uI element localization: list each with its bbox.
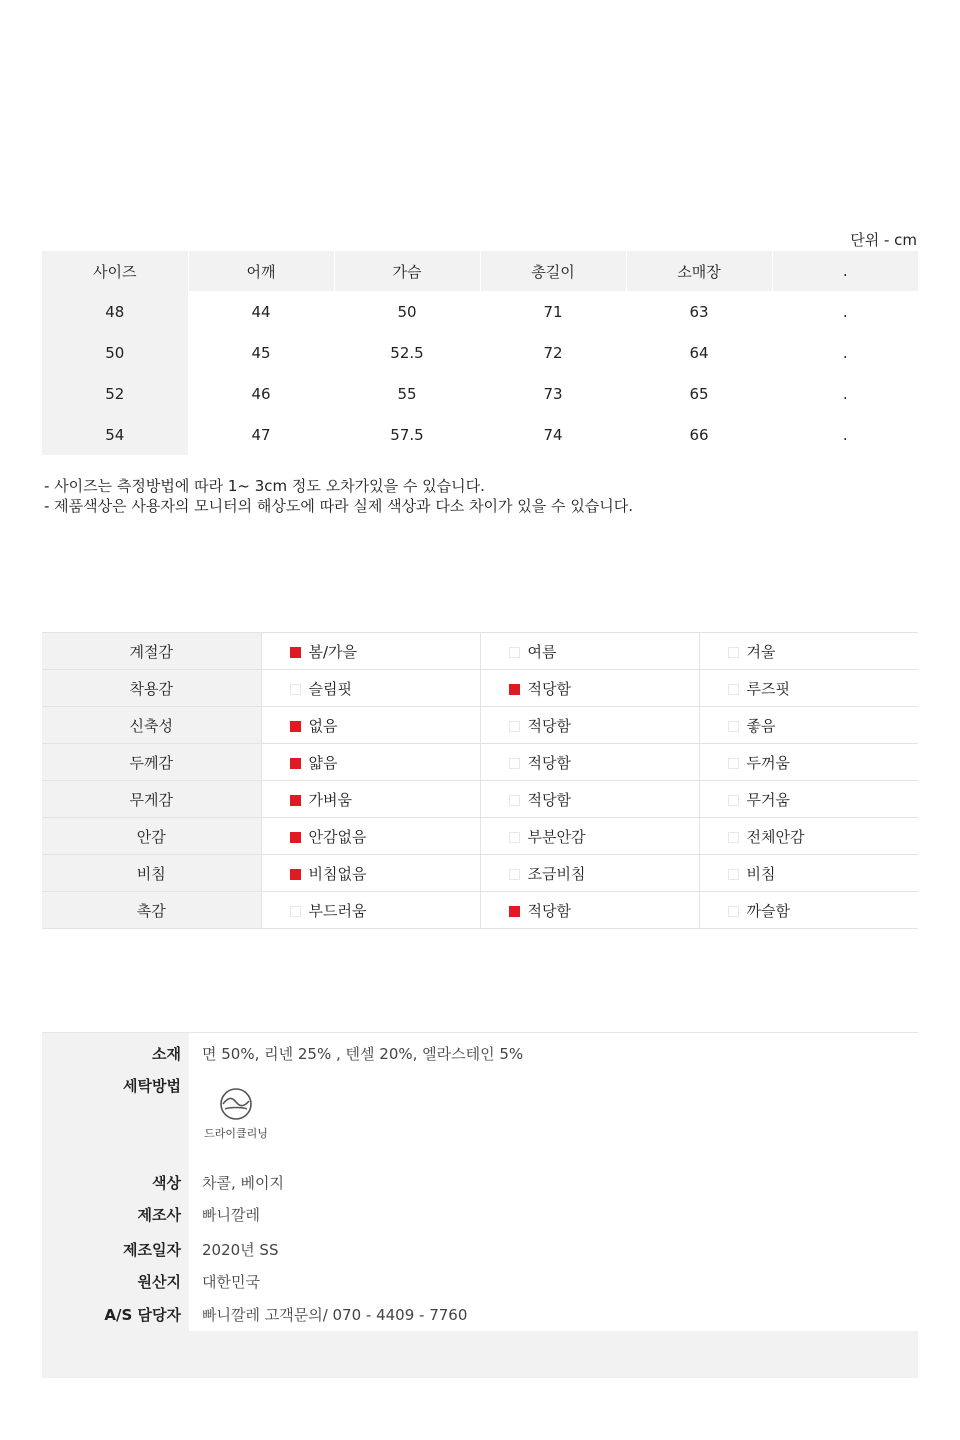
attribute-label: 촉감 <box>42 892 261 929</box>
attribute-option-label: 무거움 <box>746 790 790 809</box>
attribute-option-label: 없음 <box>308 716 338 735</box>
date-row <box>42 1239 918 1263</box>
extra-header: . <box>772 251 918 291</box>
info-footer-bar <box>42 1331 918 1378</box>
attribute-option <box>699 892 918 929</box>
table-cell: . <box>772 414 918 455</box>
table-cell: 50 <box>42 332 188 373</box>
attribute-option <box>261 892 480 929</box>
attribute-row <box>42 781 918 818</box>
table-cell: 65 <box>626 373 772 414</box>
attribute-option <box>480 855 699 892</box>
date-label: 제조일자 <box>123 1241 181 1259</box>
table-cell: 73 <box>480 373 626 414</box>
attribute-option-label: 조금비침 <box>527 864 586 883</box>
attribute-option-label: 여름 <box>527 642 557 661</box>
attribute-option <box>261 781 480 818</box>
material-value: 면 50%, 리넨 25% , 텐셀 20%, 엘라스테인 5% <box>202 1045 524 1063</box>
note-line: - 사이즈는 측정방법에 따라 1~ 3cm 정도 오차가있을 수 있습니다. <box>44 477 485 495</box>
unchecked-box-icon <box>728 869 739 880</box>
attribute-option <box>480 781 699 818</box>
attribute-label: 신축성 <box>42 707 261 744</box>
maker-row <box>42 1204 918 1228</box>
checked-box-icon <box>509 684 520 695</box>
attribute-row <box>42 707 918 744</box>
attribute-option <box>480 744 699 781</box>
color-row <box>42 1172 918 1196</box>
size-header: 사이즈 <box>42 251 188 291</box>
note-line: - 제품색상은 사용자의 모니터의 해상도에 따라 실제 색상과 다소 차이가 있을 수 있습니다. <box>44 496 634 515</box>
attribute-option-label: 적당함 <box>527 901 571 920</box>
attribute-option-label: 가벼움 <box>308 790 352 809</box>
unchecked-box-icon <box>728 647 739 658</box>
attribute-option-label: 까슬함 <box>746 901 790 920</box>
table-cell: 66 <box>626 414 772 455</box>
table-cell: 45 <box>188 332 334 373</box>
table-row <box>42 373 918 414</box>
unchecked-box-icon <box>728 832 739 843</box>
unchecked-box-icon <box>509 647 520 658</box>
attribute-option <box>699 855 918 892</box>
attribute-option <box>699 670 918 707</box>
attribute-option-label: 슬림핏 <box>308 679 352 698</box>
attribute-option <box>480 633 699 670</box>
attribute-option-label: 두꺼움 <box>746 753 790 772</box>
as-contact-row <box>42 1304 918 1328</box>
table-cell: 47 <box>188 414 334 455</box>
maker-value: 빠니깔레 <box>202 1206 260 1224</box>
attribute-option-label: 루즈핏 <box>746 679 790 698</box>
checked-box-icon <box>290 832 301 843</box>
table-cell: . <box>772 332 918 373</box>
table-cell: 54 <box>42 414 188 455</box>
maker-label: 제조사 <box>137 1206 181 1224</box>
attribute-label: 계절감 <box>42 633 261 670</box>
attribute-row <box>42 670 918 707</box>
checked-box-icon <box>509 906 520 917</box>
attribute-option <box>480 707 699 744</box>
table-cell: 71 <box>480 291 626 332</box>
attribute-option <box>699 818 918 855</box>
unchecked-box-icon <box>728 721 739 732</box>
attribute-label: 두께감 <box>42 744 261 781</box>
checked-box-icon <box>290 721 301 732</box>
unchecked-box-icon <box>509 832 520 843</box>
checked-box-icon <box>290 758 301 769</box>
attribute-option <box>261 855 480 892</box>
chest-header: 가슴 <box>334 251 480 291</box>
shoulder-header: 어깨 <box>188 251 334 291</box>
attribute-option <box>699 707 918 744</box>
attribute-option-label: 좋음 <box>746 716 776 735</box>
table-cell: 72 <box>480 332 626 373</box>
material-row <box>42 1043 918 1067</box>
table-row <box>42 332 918 373</box>
unchecked-box-icon <box>290 906 301 917</box>
attribute-option <box>480 892 699 929</box>
attribute-option <box>261 818 480 855</box>
table-cell: . <box>772 373 918 414</box>
date-value: 2020년 SS <box>202 1241 279 1259</box>
attribute-option-label: 적당함 <box>527 753 571 772</box>
size-table <box>42 251 918 456</box>
attribute-row <box>42 744 918 781</box>
unchecked-box-icon <box>509 721 520 732</box>
origin-value: 대한민국 <box>202 1273 260 1291</box>
unchecked-box-icon <box>728 906 739 917</box>
attribute-option-label: 비침없음 <box>308 864 367 883</box>
attribute-option-label: 적당함 <box>527 679 571 698</box>
attribute-option-label: 전체안감 <box>746 827 805 846</box>
color-label: 색상 <box>152 1174 181 1192</box>
table-cell: 74 <box>480 414 626 455</box>
table-cell: 50 <box>334 291 480 332</box>
size-table-header-row <box>42 251 918 291</box>
attribute-option <box>261 670 480 707</box>
attribute-row <box>42 633 918 670</box>
attribute-table <box>42 632 918 929</box>
table-cell: 63 <box>626 291 772 332</box>
attribute-option <box>261 707 480 744</box>
checked-box-icon <box>290 869 301 880</box>
unchecked-box-icon <box>509 869 520 880</box>
length-header: 총길이 <box>480 251 626 291</box>
checked-box-icon <box>290 647 301 658</box>
wash-caption: 드라이클리닝 <box>204 1127 268 1140</box>
attribute-option-label: 부드러움 <box>308 901 367 920</box>
attribute-row <box>42 855 918 892</box>
table-cell: 57.5 <box>334 414 480 455</box>
table-cell: 46 <box>188 373 334 414</box>
attribute-option <box>261 633 480 670</box>
size-notes <box>44 477 633 516</box>
attribute-label: 비침 <box>42 855 261 892</box>
dry-clean-icon <box>219 1087 253 1121</box>
attribute-label: 착용감 <box>42 670 261 707</box>
attribute-option <box>699 781 918 818</box>
attribute-label: 무게감 <box>42 781 261 818</box>
table-cell: 44 <box>188 291 334 332</box>
table-cell: 52 <box>42 373 188 414</box>
unchecked-box-icon <box>728 795 739 806</box>
product-info-table <box>42 1032 918 1378</box>
unchecked-box-icon <box>728 684 739 695</box>
wash-label: 세탁방법 <box>123 1077 181 1095</box>
table-cell: . <box>772 291 918 332</box>
attribute-option <box>480 818 699 855</box>
attribute-row <box>42 892 918 929</box>
attribute-option-label: 안감없음 <box>308 827 367 846</box>
unit-label: 단위 - cm <box>850 231 917 249</box>
attribute-row <box>42 818 918 855</box>
origin-row <box>42 1271 918 1295</box>
attribute-option-label: 적당함 <box>527 790 571 809</box>
unchecked-box-icon <box>509 795 520 806</box>
as-contact-value: 빠니깔레 고객문의/ 070 - 4409 - 7760 <box>202 1306 468 1324</box>
table-cell: 52.5 <box>334 332 480 373</box>
table-row <box>42 291 918 332</box>
unchecked-box-icon <box>728 758 739 769</box>
table-cell: 55 <box>334 373 480 414</box>
attribute-option <box>699 744 918 781</box>
material-label: 소재 <box>152 1045 181 1063</box>
wash-row <box>42 1075 918 1099</box>
as-contact-label: A/S 담당자 <box>104 1306 181 1324</box>
wash-method <box>200 1087 272 1141</box>
table-row <box>42 414 918 455</box>
attribute-option <box>261 744 480 781</box>
table-cell: 48 <box>42 291 188 332</box>
attribute-option-label: 겨울 <box>746 642 776 661</box>
color-value: 차콜, 베이지 <box>202 1174 284 1192</box>
checked-box-icon <box>290 795 301 806</box>
unchecked-box-icon <box>290 684 301 695</box>
unchecked-box-icon <box>509 758 520 769</box>
attribute-label: 안감 <box>42 818 261 855</box>
attribute-option-label: 봄/가을 <box>308 642 358 661</box>
attribute-option-label: 적당함 <box>527 716 571 735</box>
attribute-option-label: 부분안감 <box>527 827 586 846</box>
attribute-option <box>699 633 918 670</box>
attribute-option-label: 얇음 <box>308 753 338 772</box>
origin-label: 원산지 <box>137 1273 181 1291</box>
table-cell: 64 <box>626 332 772 373</box>
attribute-option <box>480 670 699 707</box>
sleeve-header: 소매장 <box>626 251 772 291</box>
attribute-option-label: 비침 <box>746 864 776 883</box>
